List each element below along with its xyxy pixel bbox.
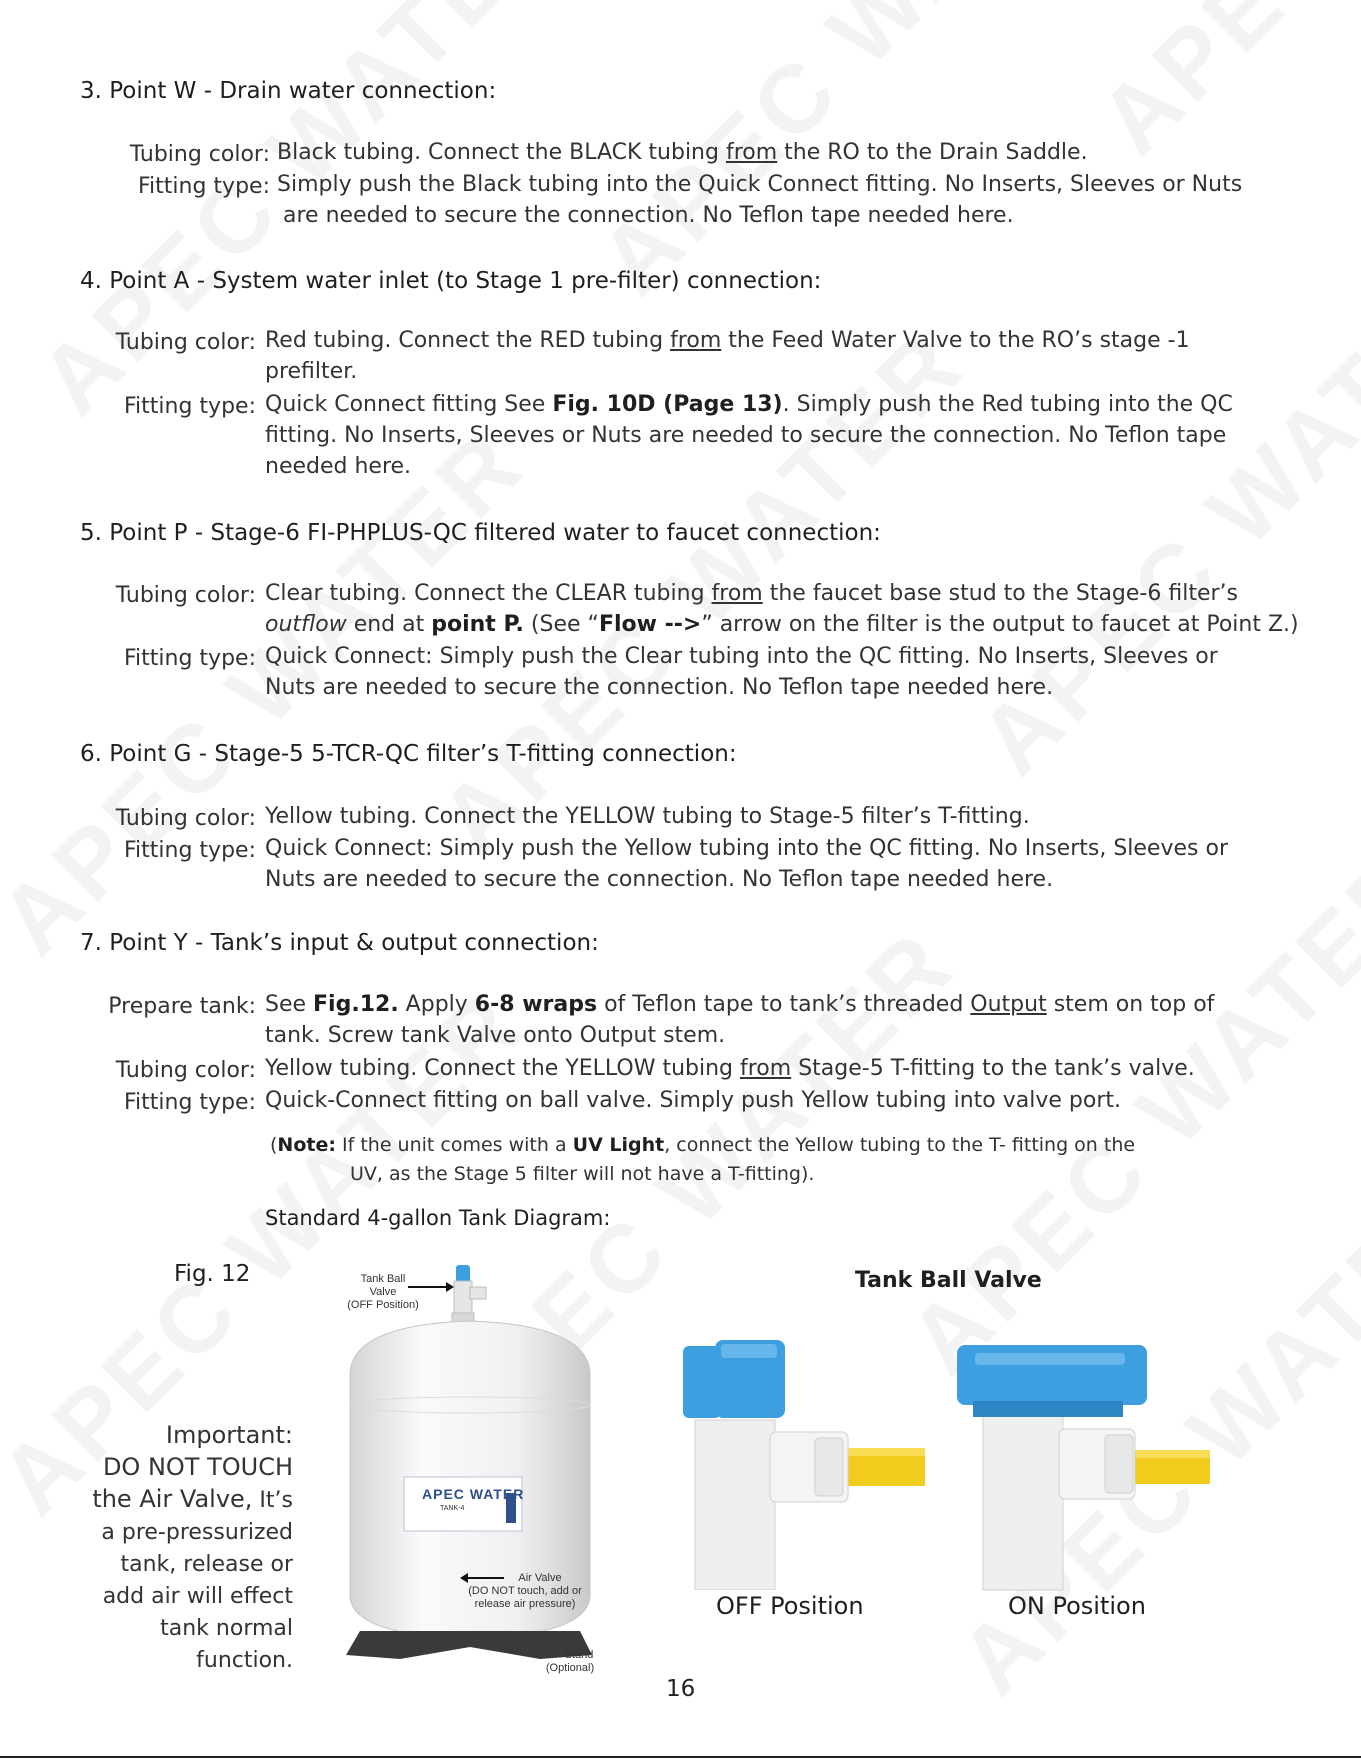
section-7-heading: 7. Point Y - Tank’s input & output connection: [80,930,599,956]
fitting-type-label: Fitting type: [124,394,256,419]
watermark-text [1079,0,1361,175]
section-6-heading: 6. Point G - Stage-5 5-TCR-QC filter’s T-fitting connection: [80,741,737,767]
fitting-type-label: Fitting type: [124,646,256,671]
fig-12-label: Fig. 12 [174,1261,251,1287]
fitting-type-text: Quick Connect: Simply push the Yellow tubing into the QC fitting. No Inserts, Sleeves or Nuts are needed to secure the connection. No Teflon tape needed here. [265,836,1228,892]
fitting-type-text: Quick-Connect fitting on ball valve. Simply push Yellow tubing into valve port. [265,1088,1122,1113]
uv-note: (Note: If the unit comes with a UV Light, connect the Yellow tubing to the T- fitting on the UV, as the Stage 5 filter will not have a T-fitting). [270,1134,1136,1185]
tank-brand-label: APEC WATER [422,1486,525,1502]
tank-illustration [320,1255,620,1675]
ball-valve-title: Tank Ball Valve [855,1268,1042,1293]
prepare-tank-label: Prepare tank: [108,994,256,1019]
page-number: 16 [666,1676,696,1702]
fitting-type-label: Fitting type: [124,838,256,863]
air-valve-callout: Air Valve (DO NOT touch, add or release air pressure) [468,1572,582,1610]
tubing-color-text: Yellow tubing. Connect the YELLOW tubing from Stage-5 T-fitting to the tank’s valve. [265,1056,1195,1081]
section-4-heading: 4. Point A - System water inlet (to Stage 1 pre-filter) connection: [80,268,822,294]
fitting-type-text: Quick Connect fitting See Fig. 10D (Page 13). Simply push the Red tubing into the QC fitting. No Inserts, Sleeves or Nuts are needed to secure the connection. No Teflon tape needed here. [265,392,1233,479]
tubing-color-text: Black tubing. Connect the BLACK tubing from the RO to the Drain Saddle. [277,140,1088,165]
tubing-color-text: Yellow tubing. Connect the YELLOW tubing to Stage-5 filter’s T-fitting. [265,804,1030,829]
tank-ball-valve [452,1265,486,1323]
figure-reference: Fig. 10D (Page 13) [552,392,783,417]
section-3-heading: 3. Point W - Drain water connection: [80,78,497,104]
tubing-color-label: Tubing color: [115,1058,256,1083]
fitting-type-text: Simply push the Black tubing into the Quick Connect fitting. No Inserts, Sleeves or Nuts are needed to secure the connection. No Teflon tape needed here. [277,172,1243,228]
tank-valve-callout: Tank Ball Valve (OFF Position) [347,1273,419,1311]
tubing-color-label: Tubing color: [115,330,256,355]
important-warning: Important: DO NOT TOUCH the Air Valve, It’s a pre-pressurized tank, release or add air will effect tank normal function. [92,1421,293,1673]
tubing-color-text: Red tubing. Connect the RED tubing from the Feed Water Valve to the RO’s stage -1 prefilter. [265,328,1190,384]
bottom-rule [0,1756,1361,1758]
tank-valve-arrow [408,1280,454,1294]
fitting-type-label: Fitting type: [138,174,270,199]
on-position-label: ON Position [1008,1592,1146,1620]
tubing-color-label: Tubing color: [115,583,256,608]
fitting-type-label: Fitting type: [124,1090,256,1115]
off-position-label: OFF Position [716,1592,864,1620]
tank-model-label: TANK-4 [440,1505,465,1512]
stand-callout: Stand (Optional) [545,1649,595,1674]
watermark-text [959,229,1361,795]
fitting-type-text: Quick Connect: Simply push the Clear tubing into the QC fitting. No Inserts, Sleeves or Nuts are needed to secure the connection. No Teflon tape needed here. [265,644,1218,700]
tubing-color-text: Clear tubing. Connect the CLEAR tubing from the faucet base stud to the Stage-6 filter’s outflow end at point P. (See “Flow -->” arrow on the filter is the output to faucet at Point Z.) [265,581,1299,637]
prepare-tank-text: See Fig.12. Apply 6-8 wraps of Teflon tape to tank’s threaded Output stem on top of tank. Screw tank Valve onto Output stem. [265,992,1215,1048]
ball-valve-off-image [675,1340,935,1590]
section-5-heading: 5. Point P - Stage-6 FI-PHPLUS-QC filtered water to faucet connection: [80,520,881,546]
tubing-color-label: Tubing color: [129,142,270,167]
diagram-title: Standard 4-gallon Tank Diagram: [265,1206,611,1230]
tubing-color-label: Tubing color: [115,806,256,831]
ball-valve-on-image [955,1345,1215,1595]
